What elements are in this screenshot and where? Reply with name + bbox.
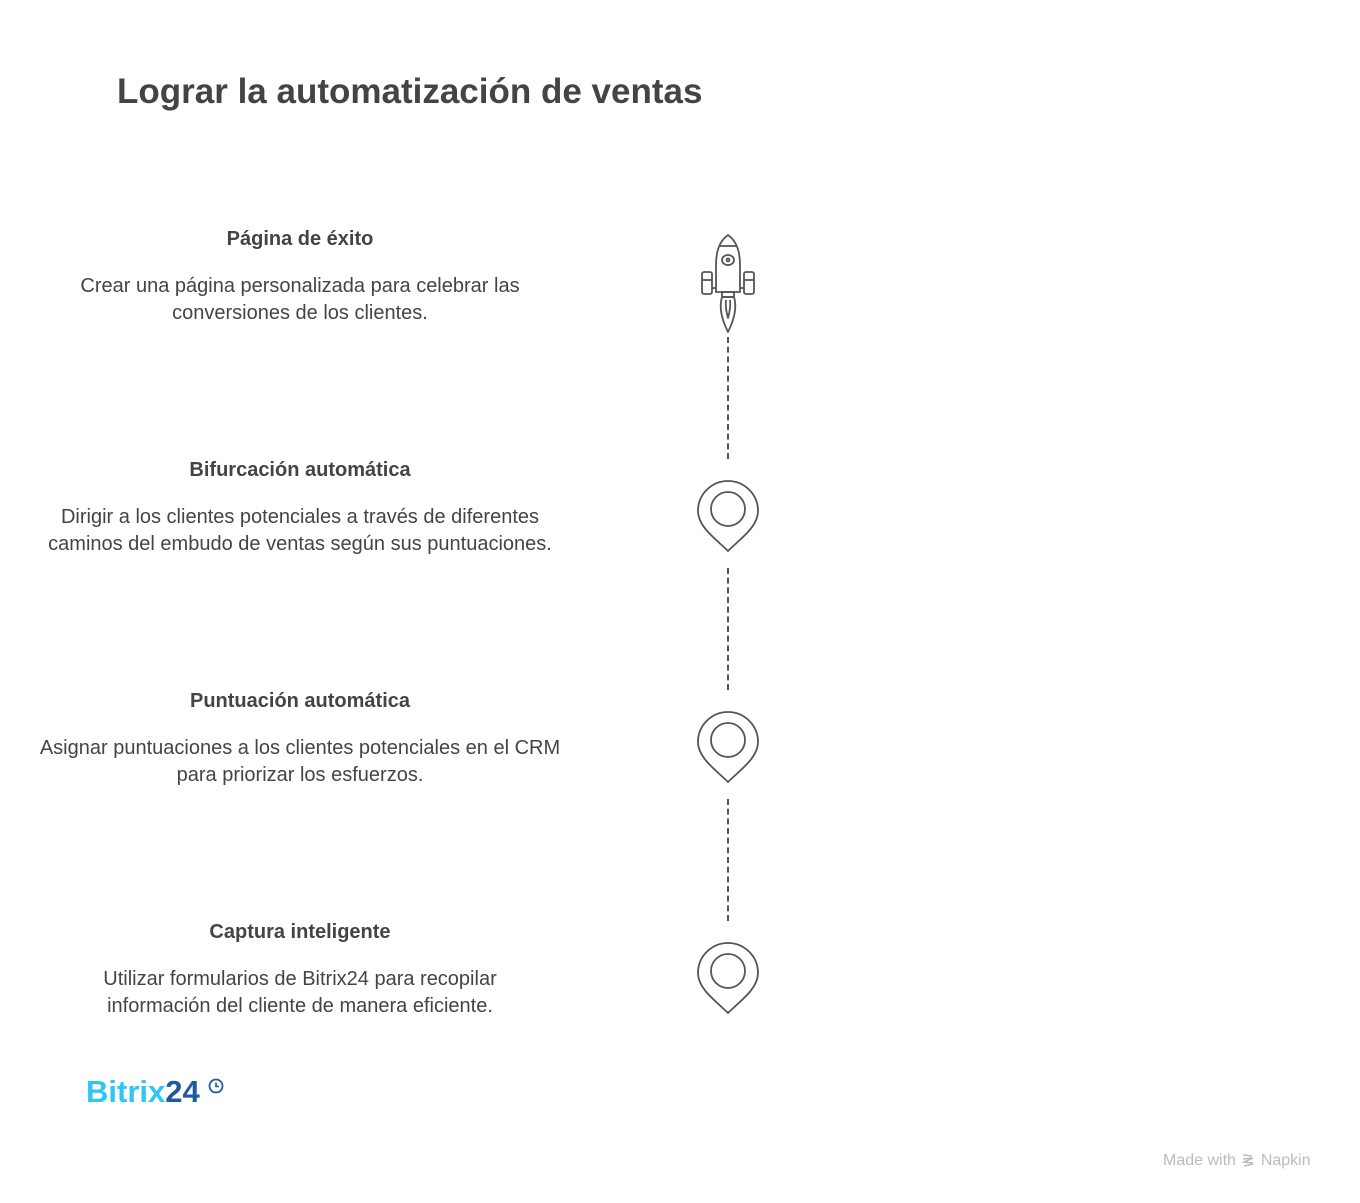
step-success-page [30,227,570,327]
connector-line [727,799,729,921]
map-pin-icon [696,479,760,553]
connector-line [727,568,729,690]
connector-line [727,337,729,459]
rocket-icon [696,232,760,336]
step-description: Asignar puntuaciones a los clientes potenciales en el CRM para priorizar los esfuerzos. [39,737,561,786]
napkin-watermark [1163,1152,1311,1170]
step-title: Bifurcación automática [189,459,411,481]
napkin-icon [1240,1152,1256,1168]
step-smart-capture [30,920,570,1020]
watermark-prefix: Made with [1163,1152,1236,1169]
logo-number: 24 [165,1074,200,1109]
logo-text: Bitrix [86,1074,166,1109]
map-pin-icon [696,941,760,1015]
map-pin-icon [696,710,760,784]
clock-icon [208,1078,224,1094]
step-title: Página de éxito [226,228,374,250]
step-description: Utilizar formularios de Bitrix24 para recopilar información del cliente de manera eficiente. [103,968,497,1017]
step-description: Dirigir a los clientes potenciales a través de diferentes caminos del embudo de ventas según sus puntuaciones. [48,506,552,555]
bitrix24-logo [86,1074,224,1110]
step-auto-scoring [30,689,570,789]
step-description: Crear una página personalizada para celebrar las conversiones de los clientes. [80,275,520,324]
step-title: Captura inteligente [209,921,391,943]
page-title: Lograr la automatización de ventas [117,72,703,111]
step-auto-branching [30,458,570,558]
step-title: Puntuación automática [189,690,411,712]
watermark-brand: Napkin [1260,1152,1311,1169]
